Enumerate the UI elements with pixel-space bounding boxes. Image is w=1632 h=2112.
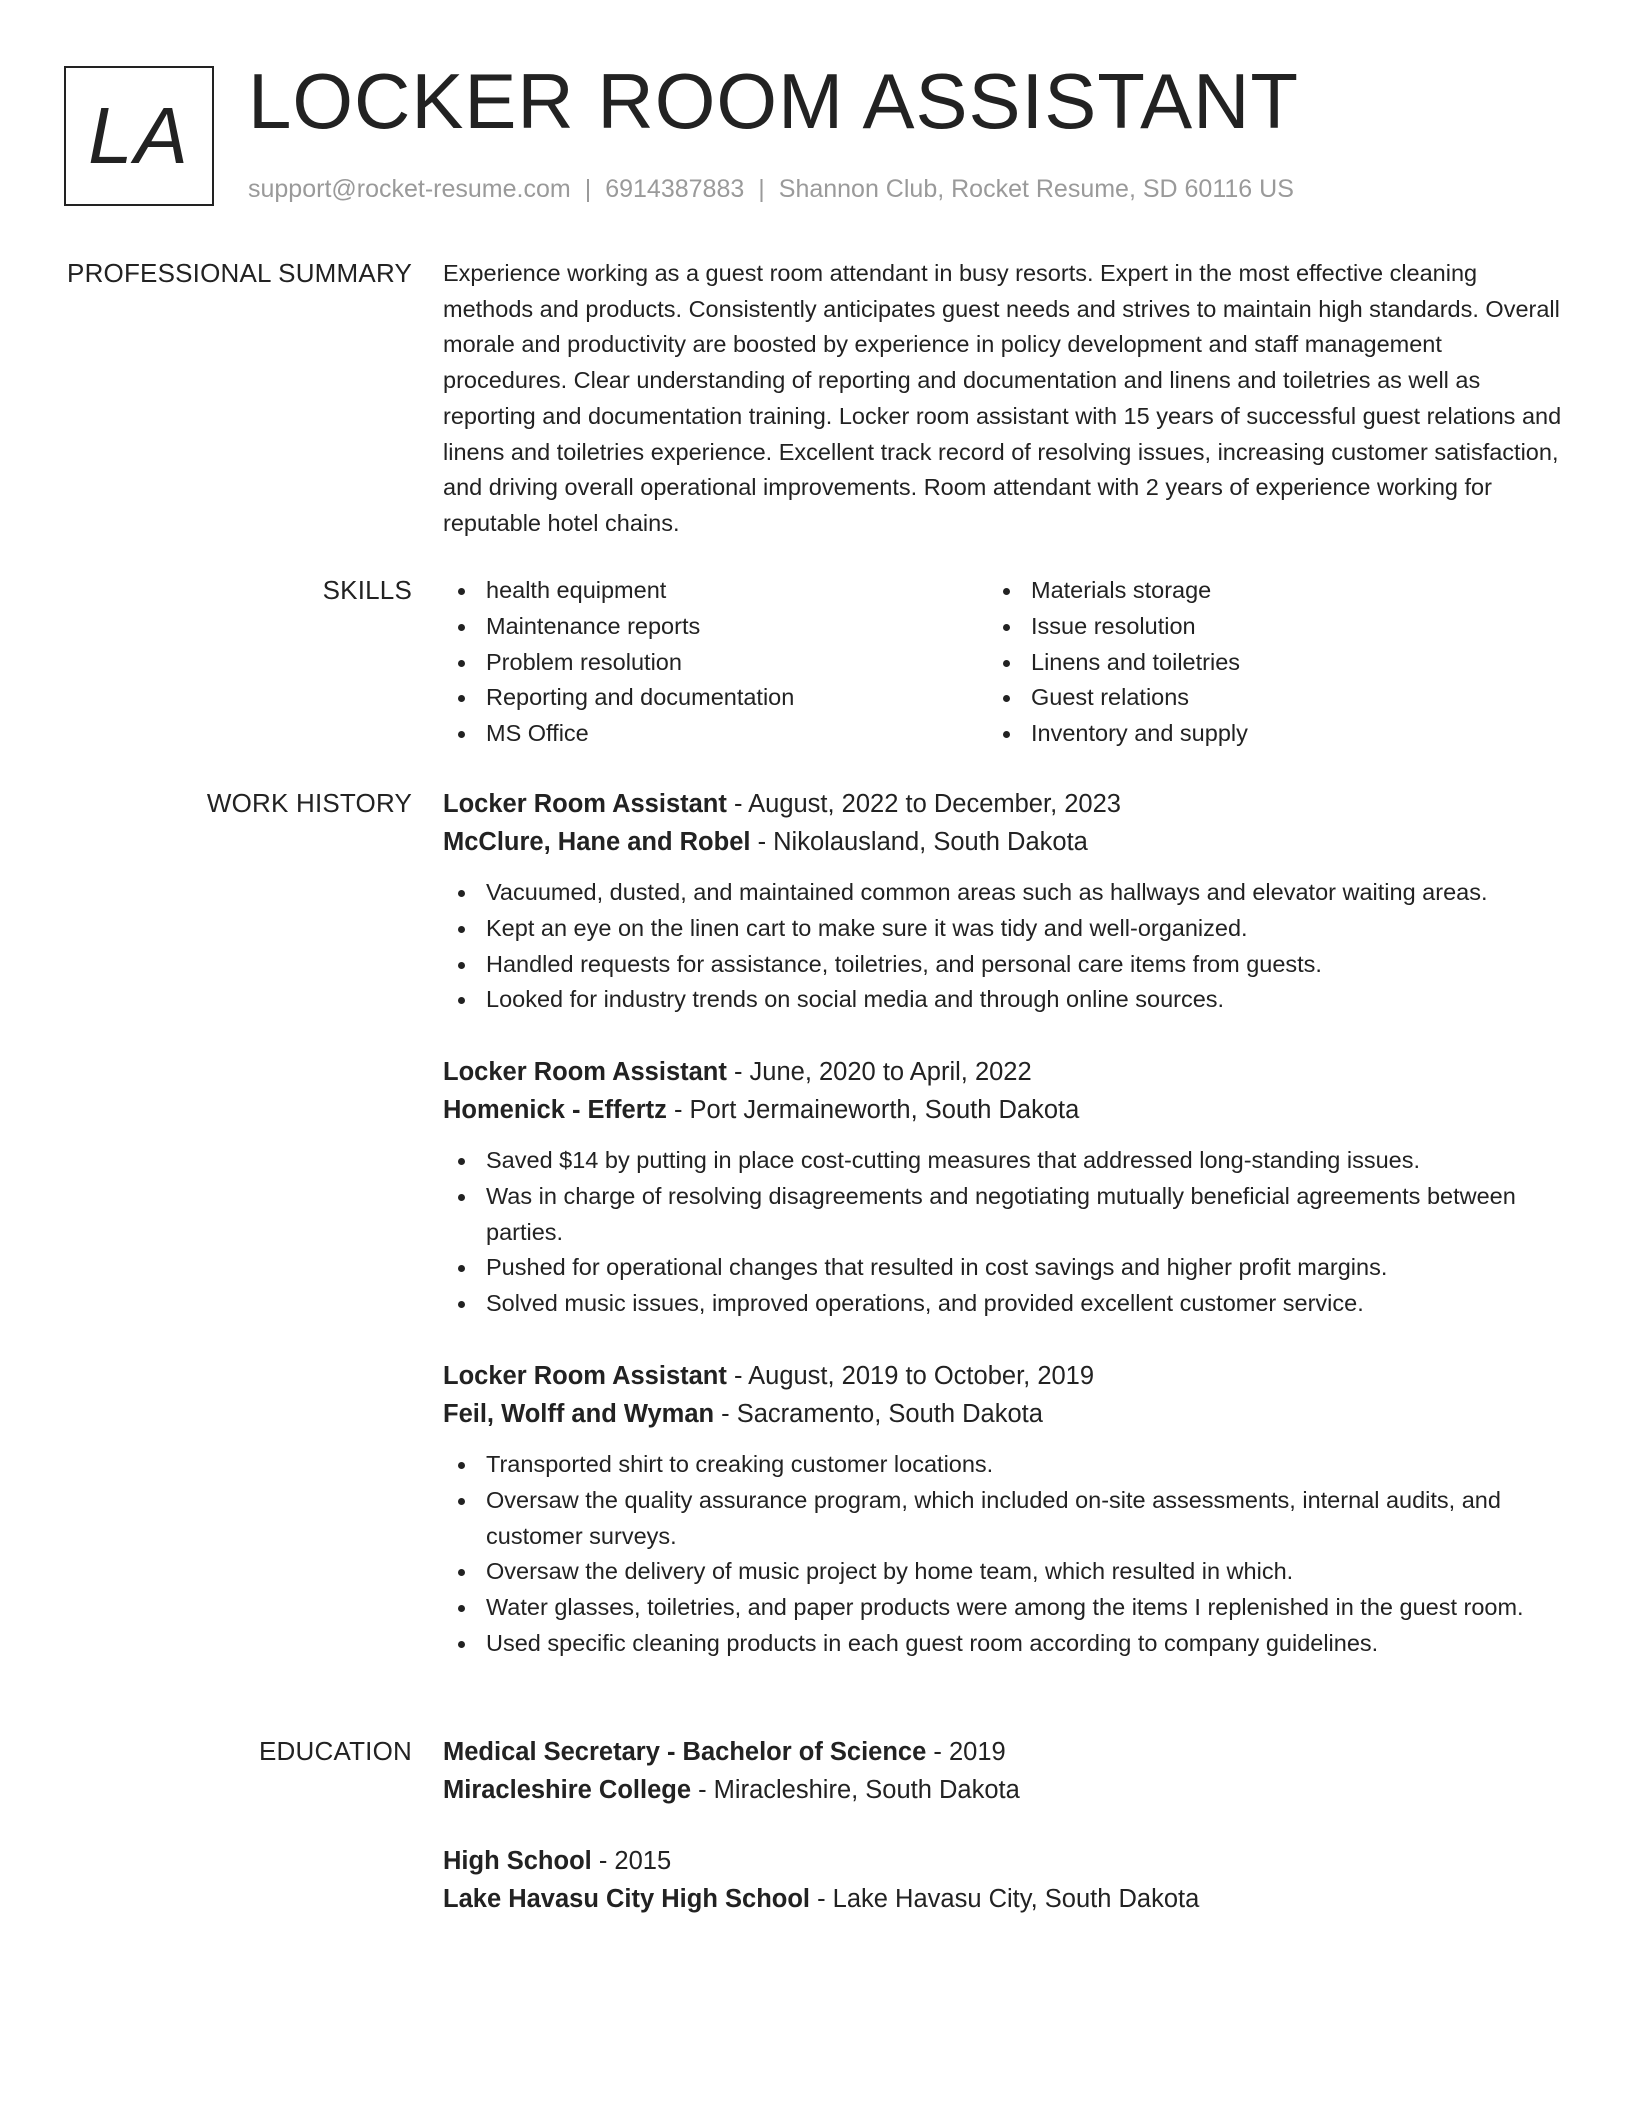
- skill-item: Issue resolution: [988, 609, 1533, 645]
- contact-phone[interactable]: 6914387883: [605, 175, 745, 203]
- job-bullets: [443, 1447, 1563, 1662]
- skills-list-left: [443, 573, 988, 752]
- job-dates: - June, 2020 to April, 2022: [726, 1058, 1032, 1086]
- education-school-line: [443, 1880, 1563, 1918]
- skill-item: Linens and toiletries: [988, 645, 1533, 681]
- job-company: Homenick - Effertz: [443, 1096, 667, 1124]
- education-degree-line: [443, 1733, 1563, 1771]
- contact-separator: |: [584, 175, 592, 203]
- education-school: Lake Havasu City High School: [443, 1885, 811, 1913]
- job-bullet: Kept an eye on the linen cart to make sure it was tidy and well-organized.: [443, 911, 1563, 947]
- page-title: LOCKER ROOM ASSISTANT: [248, 57, 1300, 145]
- job-title: Locker Room Assistant: [443, 790, 727, 818]
- skills-grid: [443, 573, 1563, 752]
- job-location: - Sacramento, South Dakota: [714, 1400, 1043, 1428]
- job-location: - Port Jermaineworth, South Dakota: [666, 1096, 1080, 1124]
- summary-text: Experience working as a guest room attendant in busy resorts. Expert in the most effective cleaning methods and products. Consistently anticipates guest needs and strives to maintain high standards. Overall morale and productivity are boosted by experience in policy development and staff management procedures. Clear understanding of reporting and documentation and linens and toiletries as well as reporting and documentation training. Locker room assistant with 15 years of successful guest relations and linens and toiletries experience. Excellent track record of resolving issues, increasing customer satisfaction, and driving overall operational improvements. Room attendant with 2 years of experience working for reputable hotel chains.: [443, 260, 1562, 536]
- job-bullet: Pushed for operational changes that resulted in cost savings and higher profit margins.: [443, 1250, 1563, 1286]
- education-year: - 2015: [591, 1847, 672, 1875]
- job-bullet: Looked for industry trends on social media and through online sources.: [443, 982, 1563, 1018]
- job-bullet: Used specific cleaning products in each guest room according to company guidelines.: [443, 1626, 1563, 1662]
- section-label-summary: PROFESSIONAL SUMMARY: [67, 258, 412, 288]
- job-entry: [443, 1053, 1563, 1322]
- education-year: - 2019: [926, 1738, 1006, 1766]
- job-title: Locker Room Assistant: [443, 1362, 727, 1390]
- job-title-line: [443, 785, 1563, 823]
- summary-section: [443, 256, 1563, 542]
- job-dates: - August, 2019 to October, 2019: [726, 1362, 1095, 1390]
- job-bullet: Oversaw the delivery of music project by home team, which resulted in which.: [443, 1554, 1563, 1590]
- job-bullets: [443, 1143, 1563, 1322]
- skill-item: Materials storage: [988, 573, 1533, 609]
- job-company: McClure, Hane and Robel: [443, 828, 751, 856]
- monogram-logo: LA: [64, 66, 214, 206]
- job-title: Locker Room Assistant: [443, 1058, 727, 1086]
- skills-list-right: [988, 573, 1533, 752]
- skill-item: health equipment: [443, 573, 988, 609]
- education-degree-line: [443, 1842, 1563, 1880]
- job-entry: [443, 785, 1563, 1018]
- education-school: Miracleshire College: [443, 1776, 692, 1804]
- contact-line: [248, 172, 1294, 206]
- skill-item: Guest relations: [988, 680, 1533, 716]
- section-label-education: EDUCATION: [259, 1736, 412, 1766]
- education-degree: Medical Secretary - Bachelor of Science: [443, 1738, 927, 1766]
- job-bullets: [443, 875, 1563, 1018]
- section-label-skills: SKILLS: [322, 575, 412, 605]
- job-bullet: Handled requests for assistance, toiletries, and personal care items from guests.: [443, 947, 1563, 983]
- skill-item: Inventory and supply: [988, 716, 1533, 752]
- skill-item: Maintenance reports: [443, 609, 988, 645]
- education-location: - Lake Havasu City, South Dakota: [810, 1885, 1200, 1913]
- job-entry: [443, 1357, 1563, 1662]
- skill-item: Reporting and documentation: [443, 680, 988, 716]
- contact-separator: |: [758, 175, 765, 203]
- education-school-line: [443, 1771, 1563, 1809]
- education-entry: [443, 1842, 1563, 1918]
- job-location: - Nikolausland, South Dakota: [750, 828, 1088, 856]
- education-location: - Miracleshire, South Dakota: [691, 1776, 1020, 1804]
- job-bullet: Solved music issues, improved operations, and provided excellent customer service.: [443, 1286, 1563, 1322]
- job-bullet: Saved $14 by putting in place cost-cutting measures that addressed long-standing issues.: [443, 1143, 1563, 1179]
- job-company-line: [443, 1091, 1563, 1129]
- section-label-work-history: WORK HISTORY: [206, 788, 412, 818]
- skills-section: [443, 573, 1563, 752]
- education-degree: High School: [443, 1847, 592, 1875]
- skill-item: MS Office: [443, 716, 988, 752]
- contact-address: Shannon Club, Rocket Resume, SD 60116 US: [778, 175, 1294, 203]
- job-bullet: Oversaw the quality assurance program, which included on-site assessments, internal audits, and customer surveys.: [443, 1483, 1563, 1555]
- job-bullet: Vacuumed, dusted, and maintained common areas such as hallways and elevator waiting areas.: [443, 875, 1563, 911]
- job-bullet: Was in charge of resolving disagreements and negotiating mutually beneficial agreements between parties.: [443, 1179, 1563, 1251]
- education-entry: [443, 1733, 1563, 1809]
- job-title-line: [443, 1357, 1563, 1395]
- contact-email[interactable]: support@rocket-resume.com: [248, 175, 571, 203]
- skill-item: Problem resolution: [443, 645, 988, 681]
- job-company: Feil, Wolff and Wyman: [443, 1400, 715, 1428]
- job-title-line: [443, 1053, 1563, 1091]
- job-company-line: [443, 1395, 1563, 1433]
- job-dates: - August, 2022 to December, 2023: [726, 790, 1121, 818]
- job-bullet: Transported shirt to creaking customer locations.: [443, 1447, 1563, 1483]
- job-bullet: Water glasses, toiletries, and paper products were among the items I replenished in the guest room.: [443, 1590, 1563, 1626]
- job-company-line: [443, 823, 1563, 861]
